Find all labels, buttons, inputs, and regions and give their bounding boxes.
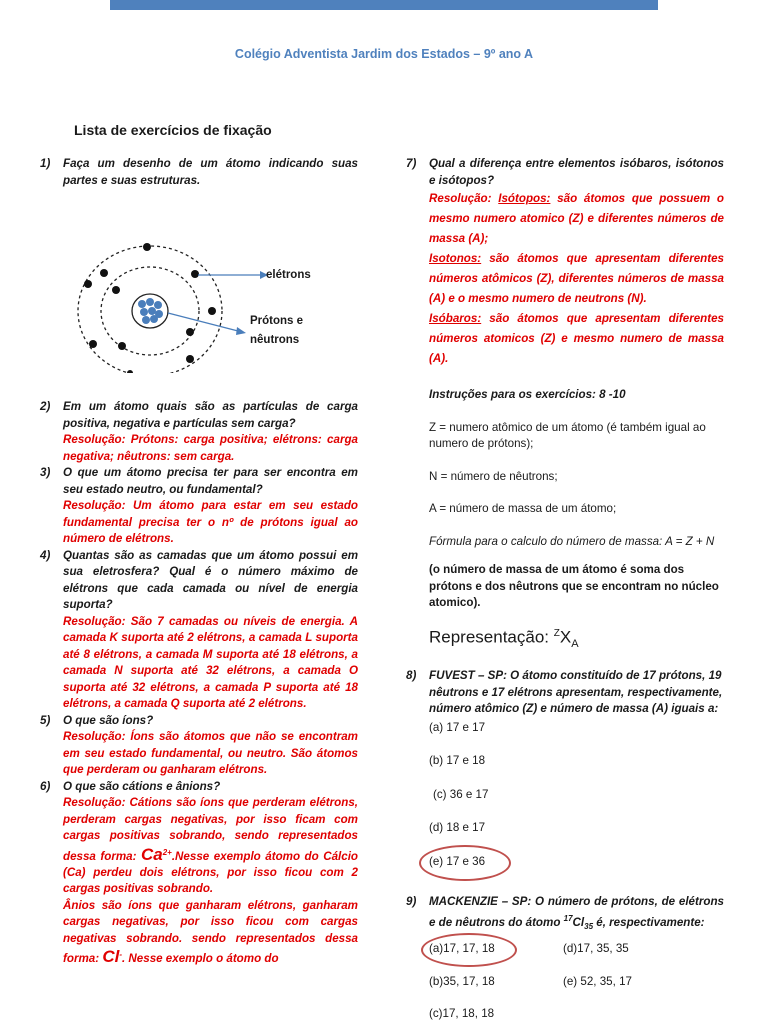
instructions-title: Instruções para os exercícios: 8 -10 xyxy=(429,388,626,401)
n-definition: N = número de nêutrons; xyxy=(429,469,558,483)
question-4: 4) Quantas são as camadas que um átomo possui em sua eletrosfera? Qual é o número máximo de elétrons que cada camada ou nível de energia suporta? xyxy=(40,548,358,611)
options-row-1 xyxy=(429,941,724,958)
question-7: 7) Qual a diferença entre elementos isóbaros, isótonos e isótopos? xyxy=(406,157,724,187)
answer-6: Resolução: Cátions são íons que perderam elétrons, perderam cargas negativas, por isso ficam com cargas positivas sobrando, sendo representados dessa forma: $Ca^{2+}.Nesse$ exemplo átomo do Cálcio (Ca) perdeu dois elétrons, por isso ficou com 2 cargas positivas sobrando. xyxy=(63,796,358,896)
answer-5: Resolução: Íons são átomos que não se encontram em seu estado fundamental, ou neutro. São átomos que perderam ou ganharam elétrons. xyxy=(63,730,358,776)
atom-diagram xyxy=(40,189,358,373)
question-1: 1) Faça um desenho de um átomo indicando suas partes e suas estruturas. xyxy=(40,157,358,187)
label-nucleus-2: nêutrons xyxy=(250,334,300,346)
term-isotonos: Isotonos: xyxy=(429,252,482,265)
answer-4: Resolução: São 7 camadas ou níveis de energia. A camada K suporta até 2 elétrons, a camada L suporta até 8 elétrons, a camada M suporta até 18 elétrons, a camada N suporta até 32 elétrons, a camada O suporta até 32 elétrons, a camada P suporta até 18 elétrons, a camada Q suporta até 2 elétrons. xyxy=(63,614,358,710)
left-column xyxy=(40,156,358,968)
definitions xyxy=(429,420,724,653)
cation-symbol: Ca xyxy=(140,844,163,864)
list-title: Lista de exercícios de fixação xyxy=(74,122,272,138)
anion-symbol: Cl xyxy=(102,947,120,967)
mass-note: (o número de massa de um átomo é soma dos prótons e dos nêutrons que se encontram no núcleo atomico). xyxy=(429,563,719,609)
answer-7: Resolução: Isótopos: são átomos que possuem o mesmo numero atomico (Z) e diferentes números de massa (A); Isotonos: são átomos que apresentam diferentes números atômicos (Z), diferentes números de massa (A) e o mesmo numero de neutrons (N). Isóbaros: são átomos que apresentam diferentes números atomicos (Z) e mesmo numero de massa (A). xyxy=(429,192,724,365)
answer-2: Resolução: Prótons: carga positiva; elétrons: carga negativa; nêutrons: sem carga. xyxy=(63,433,358,463)
option-9b: (b)35, 17, 18 xyxy=(429,974,495,988)
question-9: 9) MACKENZIE – SP: O número de prótons, de elétrons e de nêutrons do átomo $^{17}Cl_{35}$ é, respectivamente: xyxy=(406,895,724,931)
school-name: Colégio Adventista Jardim dos Estados – 9º ano A xyxy=(234,47,534,61)
answer-3: Resolução: Um átomo para estar em seu estado fundamental precisa ter o nº de prótons igual ao número de elétrons. xyxy=(63,499,358,545)
question-3: 3) O que um átomo precisa ter para ser encontra em seu estado neutro, ou fundamental? xyxy=(40,466,358,496)
option-8b: (b) 17 e 18 xyxy=(429,754,486,768)
option-9d: (d)17, 35, 35 xyxy=(563,942,629,956)
question-2: 2) Em um átomo quais são as partículas de carga positiva, negativa e partículas sem carga? xyxy=(40,400,358,430)
nucleus xyxy=(138,298,163,324)
label-electrons: elétrons xyxy=(266,269,311,281)
label-nucleus-1: Prótons e xyxy=(250,315,304,327)
option-8a: (a) 17 e 17 xyxy=(429,720,486,734)
option-8d: (d) 18 e 17 xyxy=(429,821,486,835)
a-definition: A = número de massa de um átomo; xyxy=(429,502,617,515)
question-8: 8) FUVEST – SP: O átomo constituído de 17 prótons, 19 nêutrons e 17 elétrons apresentam, respectivamente, número atômico (Z) e número de massa (A) iguais a: xyxy=(406,669,723,716)
right-column xyxy=(406,156,724,1023)
answer-circle-9 xyxy=(421,933,517,967)
term-isobaros: Isóbaros: xyxy=(429,312,482,325)
z-definition: Z = numero atômico de um átomo (é também igual ao numero de prótons); xyxy=(429,420,706,450)
header-bar xyxy=(110,0,658,10)
option-9a: (a)17, 17, 18 xyxy=(429,941,563,958)
options-row-2 xyxy=(429,974,724,991)
option-9e: (e) 52, 35, 17 xyxy=(563,974,632,988)
term-isotopos: Isótopos: xyxy=(498,192,551,205)
option-8e: (e) 17 e 36 xyxy=(429,854,724,871)
mass-formula: Fórmula para o calculo do número de massa: A = Z + N xyxy=(429,534,715,548)
cation-charge: 2+ xyxy=(162,847,172,857)
representation: Representação: $^ZX_A$ xyxy=(429,627,579,650)
anion-charge: - xyxy=(119,950,122,960)
option-8c: (c) 36 e 17 xyxy=(433,787,489,801)
option-9c: (c)17, 18, 18 xyxy=(429,1007,495,1021)
question-5: 5) O que são íons? xyxy=(40,713,154,727)
answer-6-anions: Ânios são íons que ganharam elétrons, ganharam cargas negativas, por isso ficou com cargas negativas sobrando. sendo representados dessa forma: Cl-. Nesse exemplo o átomo do xyxy=(63,898,358,967)
question-6: 6) O que são cátions e ânions? xyxy=(40,779,221,793)
answer-circle-8 xyxy=(419,845,511,881)
